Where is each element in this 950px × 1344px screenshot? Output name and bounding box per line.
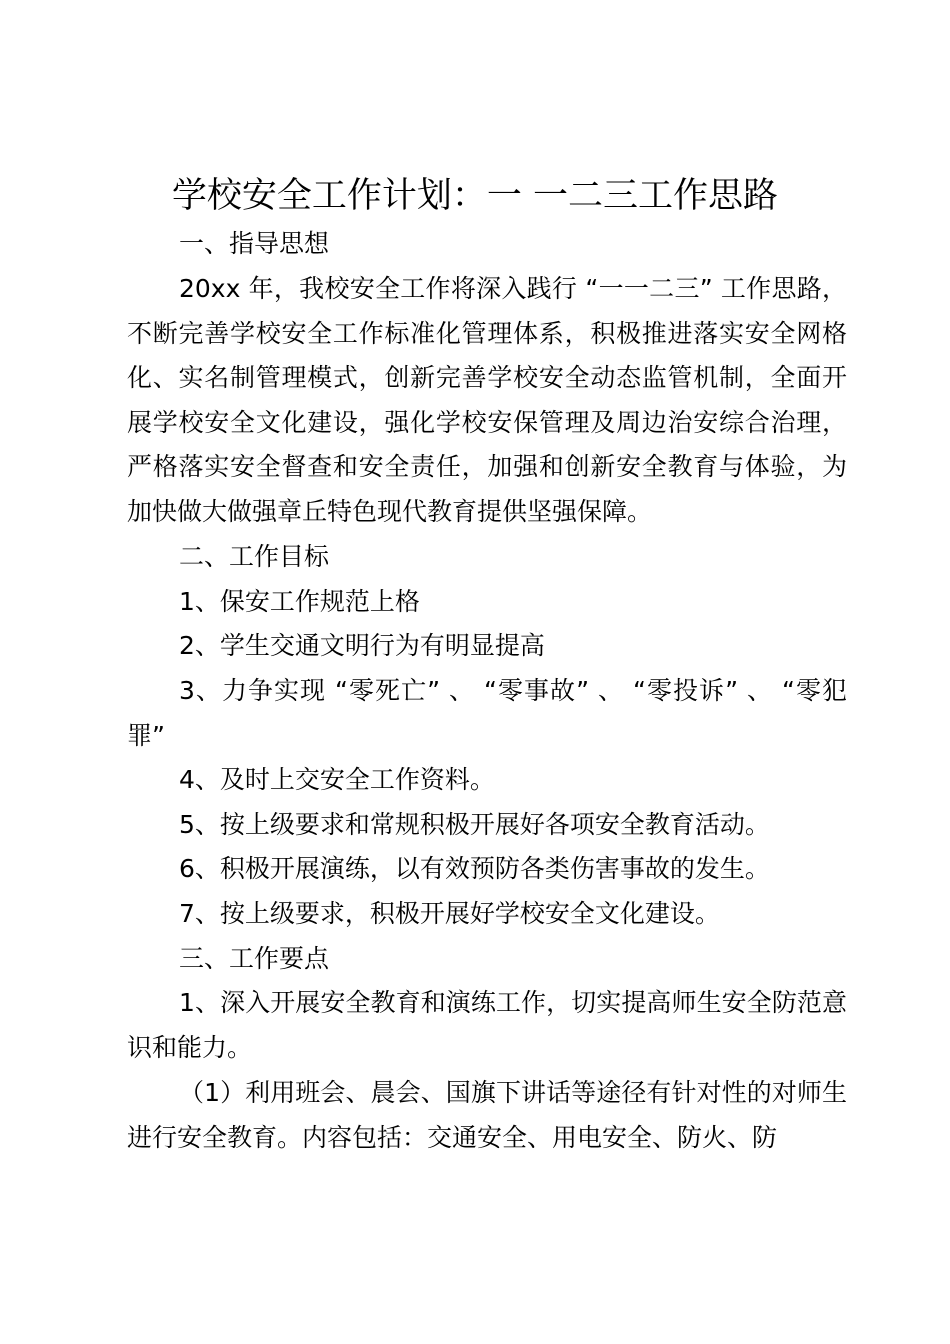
guiding-ideology-paragraph: 20xx 年，我校安全工作将深入践行 “一一二三” 工作思路，不断完善学校安全工作标准化管理体系，积极推进落实安全网格化、实名制管理模式，创新完善学校安全动态监管机制，全面开展学校安全文化建设，强化学校安保管理及周边治安综合治理，严格落实安全督查和安全责任，加强和创新安全教育与体验，为加快做大做强章丘特色现代教育提供坚强保障。 bbox=[127, 274, 847, 526]
goal-item: 3、力争实现 “零死亡” 、 “零事故” 、 “零投诉” 、 “零犯罪” bbox=[127, 676, 847, 750]
goal-item: 4、及时上交安全工作资料。 bbox=[179, 765, 495, 794]
goal-item: 6、积极开展演练，以有效预防各类伤害事故的发生。 bbox=[179, 854, 770, 883]
section-heading-work-points: 三、工作要点 bbox=[179, 944, 330, 973]
document-title: 学校安全工作计划：一 一二三工作思路 bbox=[171, 176, 779, 216]
work-point-paragraph: 1、深入开展安全教育和演练工作，切实提高师生安全防范意识和能力。 bbox=[127, 988, 847, 1062]
goal-item: 7、按上级要求，积极开展好学校安全文化建设。 bbox=[179, 899, 720, 928]
section-heading-work-goals: 二、工作目标 bbox=[179, 542, 330, 571]
work-point-sub-paragraph: （1）利用班会、晨会、国旗下讲话等途径有针对性的对师生进行安全教育。内容包括：交通安全、用电安全、防火、防 bbox=[127, 1078, 847, 1152]
goal-item: 1、保安工作规范上格 bbox=[179, 587, 420, 616]
goal-item: 5、按上级要求和常规积极开展好各项安全教育活动。 bbox=[179, 810, 770, 839]
section-heading-guiding-ideology: 一、指导思想 bbox=[179, 229, 330, 258]
goal-item: 2、学生交通文明行为有明显提高 bbox=[179, 631, 545, 660]
